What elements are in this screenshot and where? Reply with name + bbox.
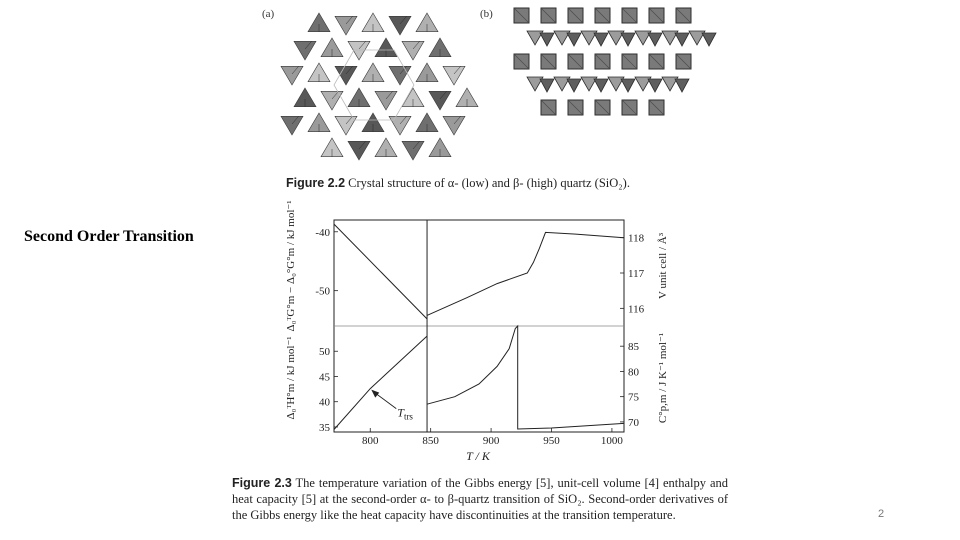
figure-2-2-text: Crystal structure of α- (low) and β- (high) quartz (SiO₂). — [348, 176, 630, 190]
y-tick-label: 80 — [628, 366, 639, 379]
x-tick-label: 850 — [422, 435, 439, 447]
figure-2-3-caption — [232, 475, 728, 523]
y-axis-label-heat-capacity: C°p,m / J K⁻¹ mol⁻¹ — [657, 332, 669, 424]
y-tick-label: 118 — [628, 232, 645, 245]
y-tick-label: 35 — [319, 421, 330, 434]
y-tick-label: 117 — [628, 268, 645, 280]
series-line-bottom-left — [334, 336, 427, 429]
y-tick-label: 75 — [628, 391, 639, 404]
x-tick-label: 900 — [482, 435, 500, 447]
series-line-bottom-right — [427, 326, 624, 429]
y-tick-label: 116 — [628, 303, 645, 316]
figure-2-3-number: Figure 2.3 — [232, 476, 292, 490]
panel-a-label: (a) — [262, 8, 275, 20]
y-tick-label: -40 — [315, 226, 330, 239]
y-axis-label-gibbs: Δ₀ᵀG°m − Δ₀°G°m / kJ mol⁻¹ — [285, 200, 297, 332]
y-tick-label: 40 — [319, 396, 330, 409]
series-line-top-right — [427, 232, 624, 315]
y-tick-label: 70 — [628, 416, 639, 429]
x-tick-label: 800 — [362, 435, 379, 447]
series-line-top-left — [334, 224, 427, 319]
y-tick-label: 85 — [628, 341, 639, 354]
y-axis-label-enthalpy: Δ₀ᵀH°m / kJ mol⁻¹ — [285, 336, 297, 420]
figure-2-2-number: Figure 2.2 — [286, 176, 346, 190]
panel-b-label: (b) — [480, 8, 493, 20]
y-axis-label-volume: V unit cell / Å³ — [657, 232, 669, 300]
plot-ticks — [315, 227, 644, 447]
plot-frame — [334, 220, 624, 432]
plot-series — [334, 224, 624, 429]
x-tick-label: 950 — [543, 435, 560, 447]
ttrs-annotation — [371, 390, 413, 422]
figure-2-3-text: The temperature variation of the Gibbs energy [5], unit-cell volume [4] enthalpy and heat capacity [5] at the second-order α- to β-quartz transition of SiO₂. Second-order derivatives of the Gibbs energy like the heat capacity have discontinuities at the transition temperature. — [232, 476, 728, 522]
y-tick-label: 45 — [319, 371, 330, 384]
y-tick-label: 50 — [319, 346, 330, 359]
ttrs-arrowhead — [371, 390, 379, 398]
slide-title: Second Order Transition — [24, 228, 194, 245]
x-axis-label: T / K — [466, 449, 490, 463]
y-tick-label: -50 — [315, 285, 330, 298]
ttrs-label: $T_{trs}$ — [397, 405, 413, 422]
page-number: 2 — [878, 508, 885, 520]
x-tick-label: 1000 — [600, 435, 623, 447]
